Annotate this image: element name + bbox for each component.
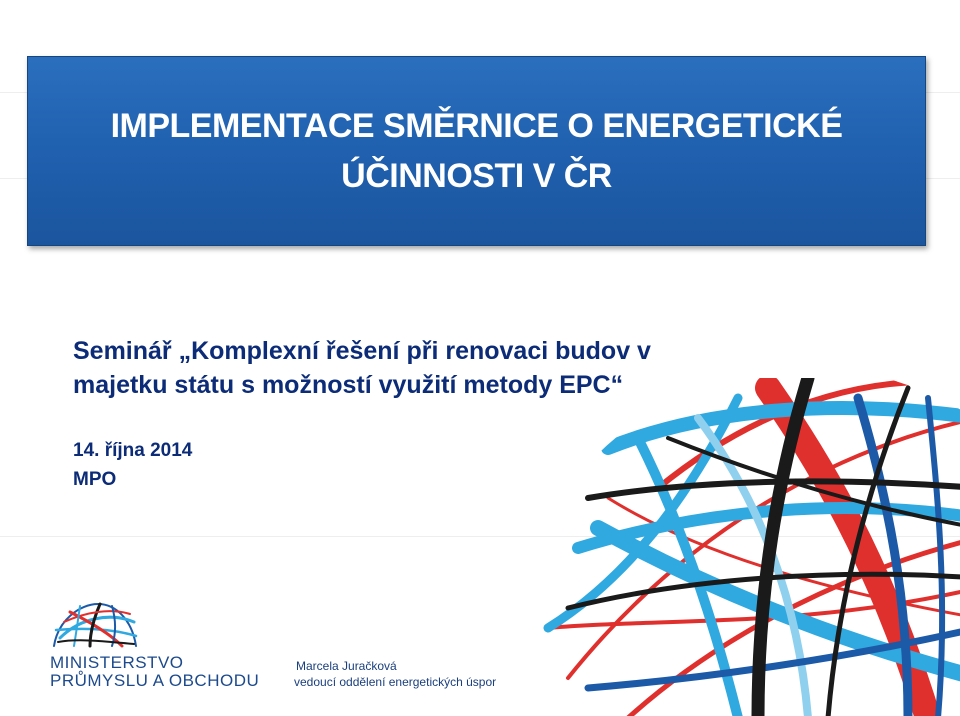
- ministry-globe-logo-icon: [50, 598, 140, 648]
- subtitle-line-1: Seminář „Komplexní řešení při renovaci budov v: [73, 337, 651, 365]
- globe-graphic: [508, 378, 960, 716]
- presentation-date: 14. října 2014: [73, 440, 193, 461]
- presenter-info: [294, 658, 496, 690]
- logo-text-line-1: MINISTERSTVO: [50, 653, 184, 672]
- title-line-1: IMPLEMENTACE SMĚRNICE O ENERGETICKÉ: [110, 107, 843, 145]
- subtitle-line-2: majetku státu s možností využití metody EPC“: [73, 371, 624, 399]
- ministry-logo: [50, 598, 260, 698]
- presenter-name: Marcela Juračková: [296, 659, 397, 673]
- title-line-2: ÚČINNOSTI V ČR: [341, 157, 612, 195]
- presenter-role: vedoucí oddělení energetických úspor: [294, 675, 497, 689]
- organization-abbreviation: MPO: [73, 469, 117, 490]
- title-banner: [27, 56, 926, 246]
- logo-text-line-2: PRŮMYSLU A OBCHODU: [50, 671, 260, 690]
